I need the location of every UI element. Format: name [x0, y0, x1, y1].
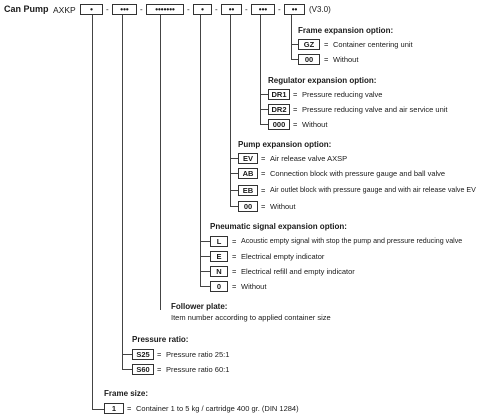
model-code: AXKP	[53, 5, 76, 15]
pump-expansion-code: EV	[238, 153, 258, 164]
follower-plate-description: Item number according to applied container size	[171, 313, 331, 322]
code-box-follower-plate: •••••••	[146, 4, 184, 15]
equals-sign: =	[232, 252, 237, 261]
pressure-ratio-text: Pressure ratio 25:1	[166, 350, 230, 359]
equals-sign: =	[127, 404, 132, 413]
pump-expansion-text: Without	[270, 202, 296, 211]
code-separator: -	[245, 5, 248, 14]
code-separator: -	[106, 5, 109, 14]
code-box-regulator-expansion: •••	[251, 4, 275, 15]
equals-sign: =	[232, 267, 237, 276]
pressure-ratio-heading: Pressure ratio:	[132, 335, 189, 344]
pump-expansion-code: AB	[238, 168, 258, 179]
connector-pump-expansion-tick	[230, 190, 238, 191]
pneumatic-signal-code: L	[210, 236, 228, 247]
frame-size-heading: Frame size:	[104, 389, 149, 398]
pump-expansion-text: Connection block with pressure gauge and ball valve	[270, 169, 446, 178]
equals-sign: =	[293, 120, 298, 129]
pump-expansion-code: EB	[238, 185, 258, 196]
regulator-expansion-text: Without	[302, 120, 328, 129]
connector-frame-size-tick	[92, 409, 104, 410]
pneumatic-signal-text: Electrical refill and empty indicator	[241, 267, 355, 276]
regulator-expansion-text: Pressure reducing valve	[302, 90, 383, 99]
connector-follower-plate	[160, 15, 161, 310]
connector-frame-size	[92, 15, 93, 410]
equals-sign: =	[232, 237, 237, 246]
pneumatic-signal-code: N	[210, 266, 228, 277]
regulator-expansion-code: DR1	[268, 89, 290, 100]
pneumatic-signal-code: 0	[210, 281, 228, 292]
pneumatic-signal-text: Without	[241, 282, 267, 291]
equals-sign: =	[293, 90, 298, 99]
connector-pump-expansion	[230, 15, 231, 207]
code-box-pressure-ratio: •••	[112, 4, 137, 15]
connector-pneumatic-signal-tick	[200, 286, 210, 287]
connector-pneumatic-signal-tick	[200, 256, 210, 257]
version-label: (V3.0)	[309, 5, 331, 14]
connector-pump-expansion-tick	[230, 173, 238, 174]
equals-sign: =	[261, 186, 266, 195]
connector-regulator-expansion-tick	[260, 124, 268, 125]
connector-pressure-ratio-tick	[122, 354, 132, 355]
connector-pneumatic-signal-tick	[200, 241, 210, 242]
equals-sign: =	[261, 169, 266, 178]
pneumatic-signal-heading: Pneumatic signal expansion option:	[210, 222, 347, 231]
pressure-ratio-code: S25	[132, 349, 154, 360]
pressure-ratio-text: Pressure ratio 60:1	[166, 365, 230, 374]
connector-regulator-expansion-tick	[260, 94, 268, 95]
code-box-frame-expansion: ••	[284, 4, 305, 15]
equals-sign: =	[261, 154, 266, 163]
pump-expansion-text: Air outlet block with pressure gauge and with air release valve EV	[270, 186, 476, 194]
equals-sign: =	[293, 105, 298, 114]
code-separator: -	[278, 5, 281, 14]
connector-pressure-ratio-tick	[122, 369, 132, 370]
frame-size-code: 1	[104, 403, 124, 414]
frame-size-text: Container 1 to 5 kg / cartridge 400 gr. (DIN 1284)	[136, 404, 299, 413]
pneumatic-signal-code: E	[210, 251, 228, 262]
pump-expansion-code: 00	[238, 201, 258, 212]
connector-pump-expansion-tick	[230, 158, 238, 159]
connector-frame-expansion-tick	[291, 59, 298, 60]
equals-sign: =	[157, 350, 162, 359]
equals-sign: =	[324, 40, 329, 49]
frame-expansion-code: 00	[298, 54, 320, 65]
follower-plate-heading: Follower plate:	[171, 302, 228, 311]
connector-regulator-expansion-tick	[260, 109, 268, 110]
code-box-pump-expansion: ••	[221, 4, 242, 15]
code-box-pneumatic-signal: •	[193, 4, 212, 15]
code-separator: -	[140, 5, 143, 14]
connector-pressure-ratio	[122, 15, 123, 370]
regulator-expansion-heading: Regulator expansion option:	[268, 76, 377, 85]
connector-pneumatic-signal	[200, 15, 201, 287]
connector-pneumatic-signal-tick	[200, 271, 210, 272]
frame-expansion-text: Container centering unit	[333, 40, 413, 49]
code-separator: -	[215, 5, 218, 14]
connector-pump-expansion-tick	[230, 206, 238, 207]
frame-expansion-heading: Frame expansion option:	[298, 26, 394, 35]
connector-frame-expansion	[291, 15, 292, 60]
equals-sign: =	[261, 202, 266, 211]
code-box-frame-size: •	[80, 4, 103, 15]
frame-expansion-text: Without	[333, 55, 359, 64]
regulator-expansion-code: 000	[268, 119, 290, 130]
pneumatic-signal-text: Acoustic empty signal with stop the pump and pressure reducing valve	[241, 237, 463, 245]
code-separator: -	[187, 5, 190, 14]
pneumatic-signal-text: Electrical empty indicator	[241, 252, 325, 261]
pump-expansion-text: Air release valve AXSP	[270, 154, 348, 163]
pressure-ratio-code: S60	[132, 364, 154, 375]
regulator-expansion-text: Pressure reducing valve and air service unit	[302, 105, 448, 114]
equals-sign: =	[157, 365, 162, 374]
product-title: Can Pump	[4, 4, 49, 14]
equals-sign: =	[232, 282, 237, 291]
connector-frame-expansion-tick	[291, 44, 298, 45]
pump-expansion-heading: Pump expansion option:	[238, 140, 332, 149]
equals-sign: =	[324, 55, 329, 64]
regulator-expansion-code: DR2	[268, 104, 290, 115]
frame-expansion-code: GZ	[298, 39, 320, 50]
